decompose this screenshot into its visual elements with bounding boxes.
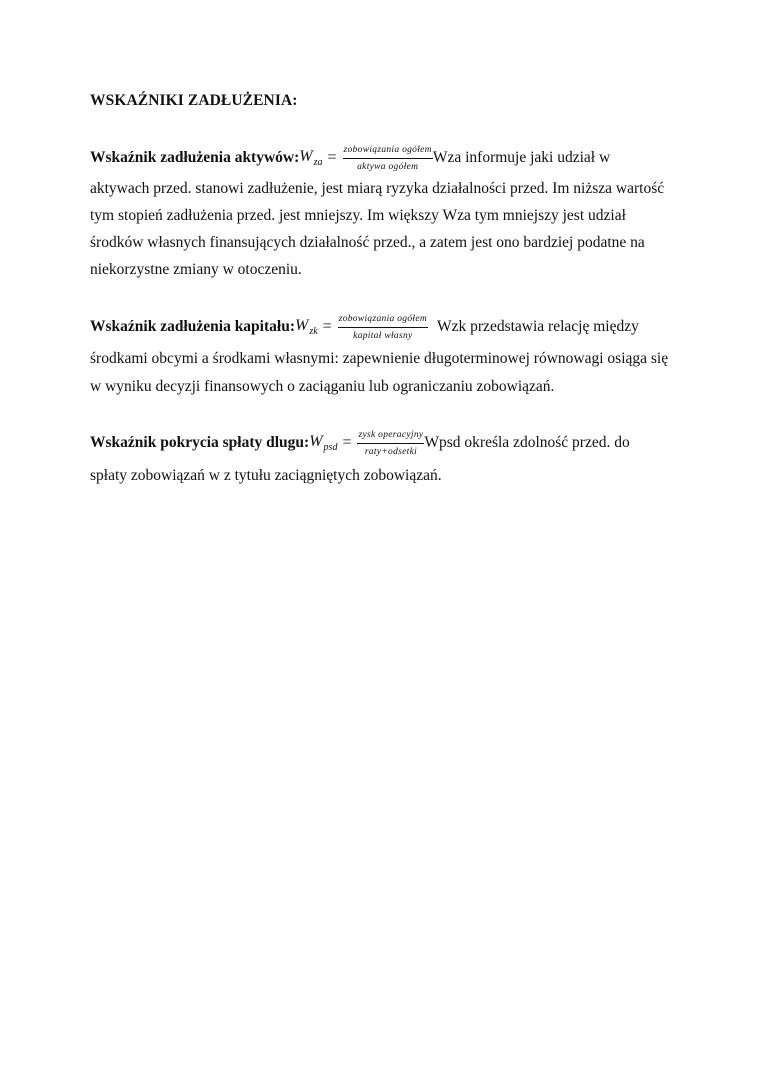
fraction-numerator: zobowiązania ogółem [338,313,428,328]
formula-variable: $W_{zk}$ [295,317,318,337]
paragraph-line: aktywach przed. stanowi zadłużenie, jest miarą ryzyka działalności przed. Im niższa wartość [90,180,665,197]
fraction-denominator: raty+odsetki [364,446,418,457]
description-text: Wzk przedstawia relację między [437,318,639,335]
definition-line [90,140,672,176]
ratio-label: Wskaźnik zadłużenia kapitału: [90,318,295,335]
paragraph-line: w wyniku decyzji finansowych o zaciąganiu lub ograniczaniu zobowiązań. [90,378,555,395]
fraction-numerator: zysk operacyjny [357,429,424,444]
ratio-label: Wskaźnik zadłużenia aktywów: [90,149,300,166]
formula-variable: $W_{za}$ [299,148,323,168]
paragraph-line: niekorzystne zmiany w otoczeniu. [90,261,302,278]
ratio-label: Wskaźnik pokrycia spłaty dlugu: [90,434,310,451]
page-heading: WSKAŹNIKI ZADŁUŻENIA: [90,92,298,109]
paragraph-line: tym stopień zadłużenia przed. jest mniejszy. Im większy Wza tym mniejszy jest udział [90,207,626,224]
fraction-denominator: aktywa ogółem [357,161,419,172]
formula-fraction [338,313,428,342]
fraction-numerator: zobowiązania ogółem [343,144,433,159]
paragraph-line: spłaty zobowiązań w z tytułu zaciągniętych zobowiązań. [90,467,442,484]
definition-line [90,309,672,345]
section-debt-coverage [90,425,672,484]
equals-sign: = [342,434,352,451]
formula-fraction [357,429,424,458]
definition-line [90,425,672,461]
section-debt-assets [90,140,672,278]
paragraph-line: środkami obcymi a środkami własnymi: zapewnienie długoterminowej równowagi osiąga się [90,350,669,367]
paragraph-line: środków własnych finansujących działalność przed., a zatem jest ono bardziej podatne na [90,234,645,251]
equals-sign: = [322,318,332,335]
fraction-denominator: kapitał własny [353,330,413,341]
formula-fraction [343,144,433,173]
description-text: Wpsd określa zdolność przed. do [424,434,630,451]
description-text: Wza informuje jaki udział w [432,149,611,166]
section-debt-capital [90,309,672,395]
equals-sign: = [327,149,337,166]
formula-variable: $W_{psd}$ [309,433,338,453]
